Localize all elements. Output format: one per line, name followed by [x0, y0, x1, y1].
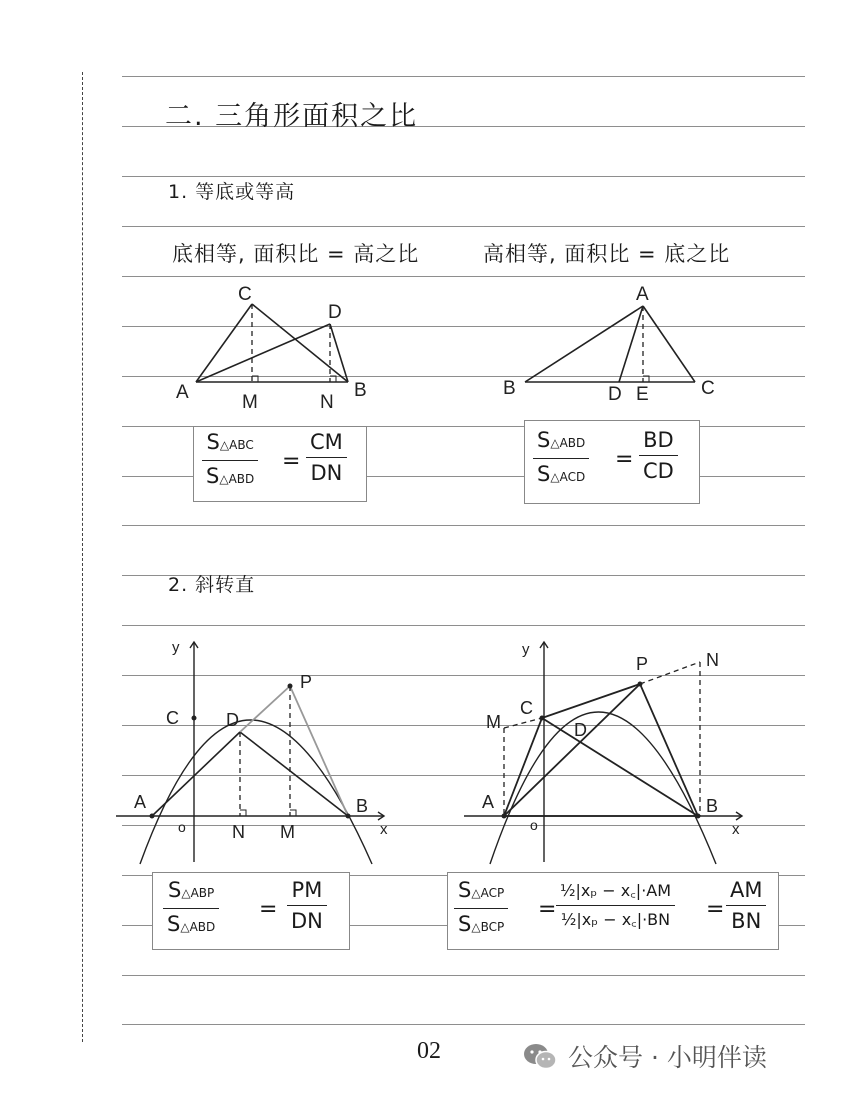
label-x: x — [380, 821, 388, 838]
ruled-line — [122, 525, 805, 526]
label-B: B — [706, 796, 719, 816]
ruled-line — [122, 975, 805, 976]
label-P: P — [300, 672, 313, 692]
ruled-line — [122, 226, 805, 227]
fraction-base-ratio: BD CD — [639, 427, 678, 484]
fraction-area-ratio: S△ABD S△ACD — [533, 427, 589, 490]
watermark-text: 公众号 · 小明伴读 — [568, 1043, 767, 1072]
label-B: B — [356, 796, 369, 816]
wechat-icon — [522, 1041, 558, 1071]
label-C: C — [701, 378, 715, 399]
section-title: 二. 三角形面积之比 — [165, 101, 419, 132]
label-E: E — [636, 384, 649, 405]
label-B: B — [354, 380, 367, 401]
fraction-vertical-ratio: PM DN — [287, 877, 327, 934]
watermark — [522, 1038, 767, 1074]
label-N: N — [320, 392, 334, 413]
figure-equal-base — [160, 280, 390, 413]
label-B: B — [503, 378, 516, 399]
ruled-line — [122, 625, 805, 626]
fraction-area-ratio: S△ABP S△ABD — [163, 877, 219, 940]
formula-box-4 — [447, 872, 779, 950]
fraction-vertical-ratio: AM BN — [726, 877, 766, 934]
label-N: N — [232, 822, 245, 842]
equals-sign: = — [259, 897, 278, 922]
fraction-expanded: ½|xₚ − x꜀|·AM ½|xₚ − x꜀|·BN — [556, 879, 675, 932]
equals-sign-2: = — [706, 897, 725, 922]
label-M: M — [486, 712, 501, 732]
fraction-area-ratio: S△ABC S△ABD — [202, 429, 258, 492]
label-M: M — [242, 392, 258, 413]
subsection-2-title: 2. 斜转直 — [168, 574, 256, 596]
equals-sign: = — [538, 897, 557, 922]
equals-sign: = — [282, 449, 301, 474]
ruled-line — [122, 76, 805, 77]
formula-box-2 — [524, 420, 700, 504]
label-y: y — [522, 641, 530, 658]
label-A: A — [134, 792, 147, 812]
formula-box-3 — [152, 872, 350, 950]
figure-oblique-to-vertical-2 — [460, 632, 750, 872]
fraction-height-ratio: CM DN — [306, 429, 347, 486]
page-number: 02 — [417, 1038, 441, 1064]
equals-sign: = — [615, 447, 634, 472]
figure-equal-height — [495, 280, 735, 410]
label-O: o — [530, 817, 538, 833]
label-N: N — [706, 650, 719, 670]
label-A: A — [636, 284, 649, 305]
label-O: o — [178, 819, 186, 835]
ruled-line — [122, 1024, 805, 1025]
label-A: A — [482, 792, 495, 812]
label-D: D — [574, 720, 587, 740]
fraction-area-ratio: S△ACP S△BCP — [454, 877, 508, 940]
label-x: x — [732, 821, 740, 838]
formula-box-1 — [193, 426, 367, 502]
label-P: P — [636, 654, 649, 674]
left-note: 底相等, 面积比 = 高之比 — [172, 242, 420, 266]
label-D: D — [226, 710, 239, 730]
label-M: M — [280, 822, 295, 842]
label-C: C — [238, 284, 252, 305]
ruled-line — [122, 276, 805, 277]
subsection-1-title: 1. 等底或等高 — [168, 181, 296, 203]
label-D: D — [328, 302, 342, 323]
label-A: A — [176, 382, 189, 403]
label-C: C — [166, 708, 179, 728]
right-note: 高相等, 面积比 = 底之比 — [483, 242, 731, 266]
label-y: y — [172, 639, 180, 656]
label-D: D — [608, 384, 622, 405]
figure-oblique-to-vertical-1 — [112, 632, 402, 872]
margin-dashed-line — [82, 72, 83, 1042]
label-C: C — [520, 698, 533, 718]
